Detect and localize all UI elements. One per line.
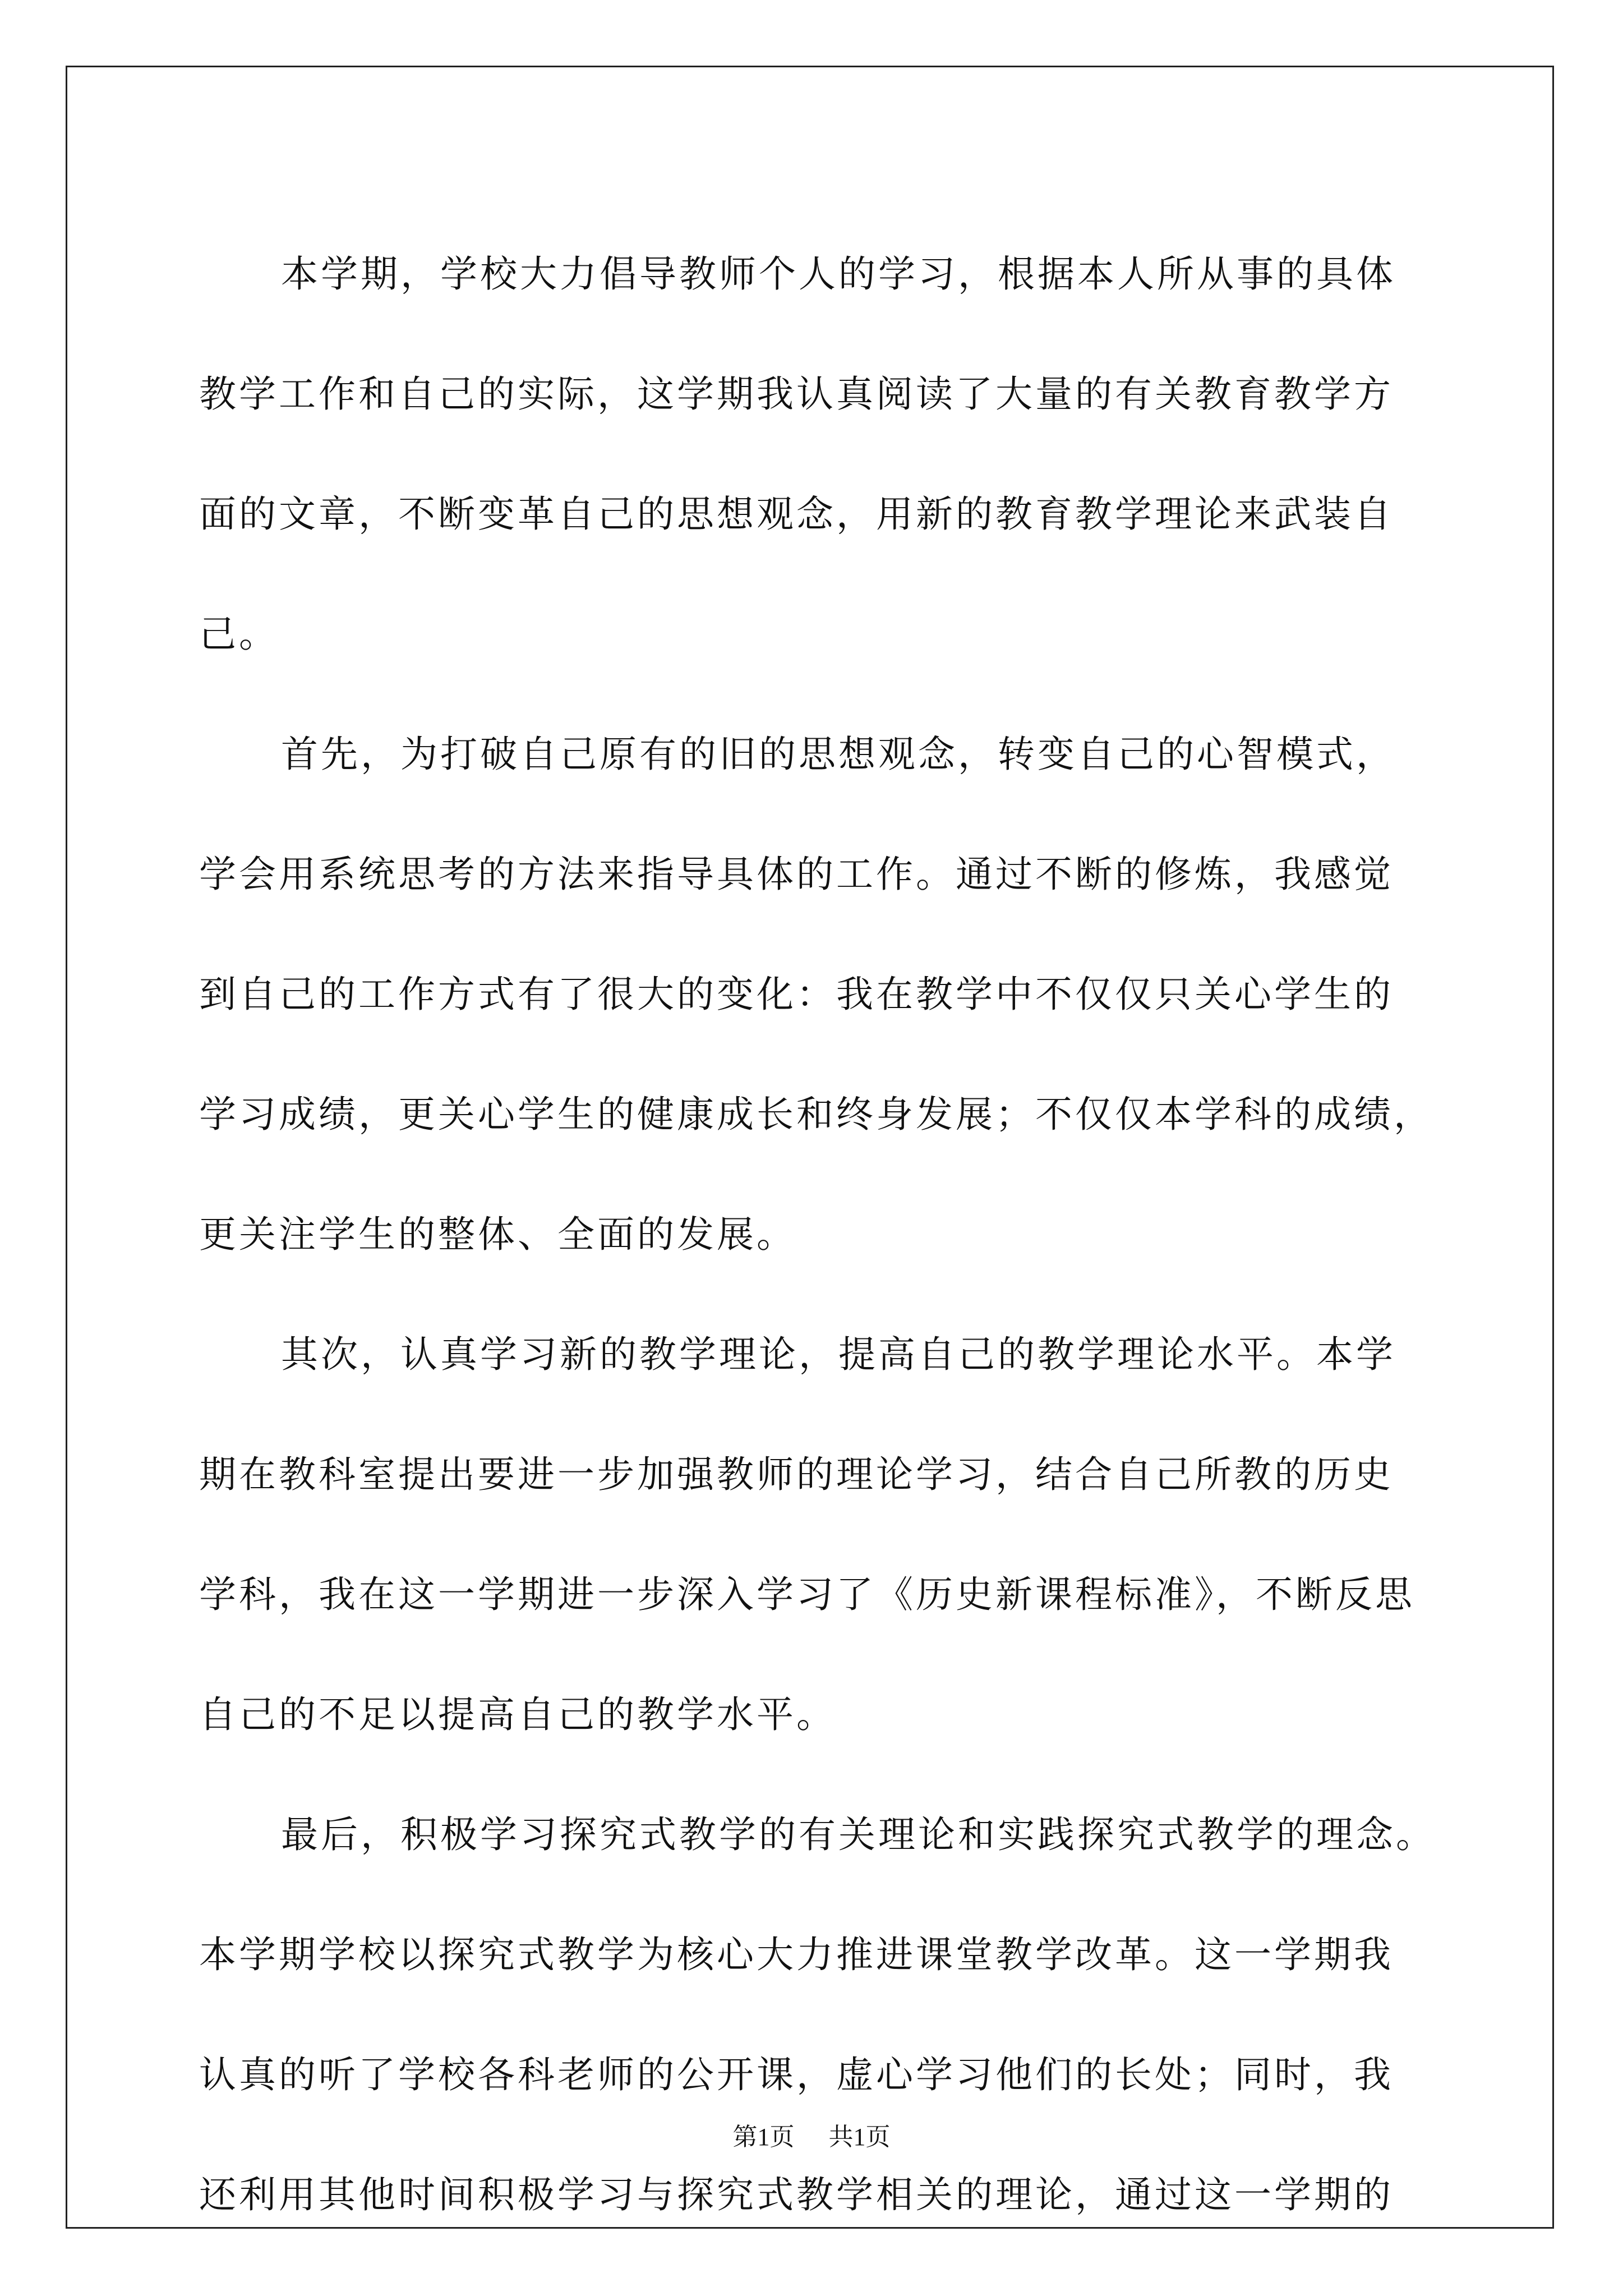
paragraph-3-line-1: 其次，认真学习新的教学理论，提高自己的教学理论水平。本学 bbox=[281, 1333, 1396, 1376]
paragraph-4-line-1: 最后，积极学习探究式教学的有关理论和实践探究式教学的理念。 bbox=[281, 1813, 1436, 1856]
document-body bbox=[199, 214, 1436, 2255]
paragraph-2-line-2: 学会用系统思考的方法来指导具体的工作。通过不断的修炼，我感觉 bbox=[199, 853, 1394, 896]
page-number: 第1页 bbox=[732, 2123, 795, 2151]
page-footer bbox=[0, 2120, 1623, 2154]
paragraph-4-line-2: 本学期学校以探究式教学为核心大力推进课堂教学改革。这一学期我 bbox=[199, 1933, 1394, 1976]
paragraph-2-line-3: 到自己的工作方式有了很大的变化：我在教学中不仅仅只关心学生的 bbox=[199, 973, 1394, 1016]
paragraph-1-line-3: 面的文章，不断变革自己的思想观念，用新的教育教学理论来武装自 bbox=[199, 493, 1394, 536]
paragraph-3-line-3: 学科，我在这一学期进一步深入学习了《历史新课程标准》，不断反思 bbox=[199, 1573, 1415, 1616]
paragraph-2-line-1: 首先，为打破自己原有的旧的思想观念，转变自己的心智模式， bbox=[281, 733, 1396, 776]
paragraph-3-line-2: 期在教科室提出要进一步加强教师的理论学习，结合自己所教的历史 bbox=[199, 1453, 1394, 1496]
paragraph-1-line-1: 本学期，学校大力倡导教师个人的学习，根据本人所从事的具体 bbox=[281, 252, 1396, 296]
paragraph-4-line-4: 还利用其他时间积极学习与探究式教学相关的理论，通过这一学期的 bbox=[199, 2173, 1394, 2216]
paragraph-2-line-4: 学习成绩，更关心学生的健康成长和终身发展；不仅仅本学科的成绩， bbox=[199, 1093, 1433, 1136]
paragraph-1-line-4: 己。 bbox=[199, 613, 279, 656]
paragraph-3-line-4: 自己的不足以提高自己的教学水平。 bbox=[199, 1693, 836, 1736]
paragraph-4-line-3: 认真的听了学校各科老师的公开课，虚心学习他们的长处；同时，我 bbox=[199, 2053, 1394, 2096]
page-count: 共1页 bbox=[828, 2123, 891, 2151]
paragraph-1-line-2: 教学工作和自己的实际，这学期我认真阅读了大量的有关教育教学方 bbox=[199, 372, 1394, 416]
paragraph-2-line-5: 更关注学生的整体、全面的发展。 bbox=[199, 1213, 796, 1256]
